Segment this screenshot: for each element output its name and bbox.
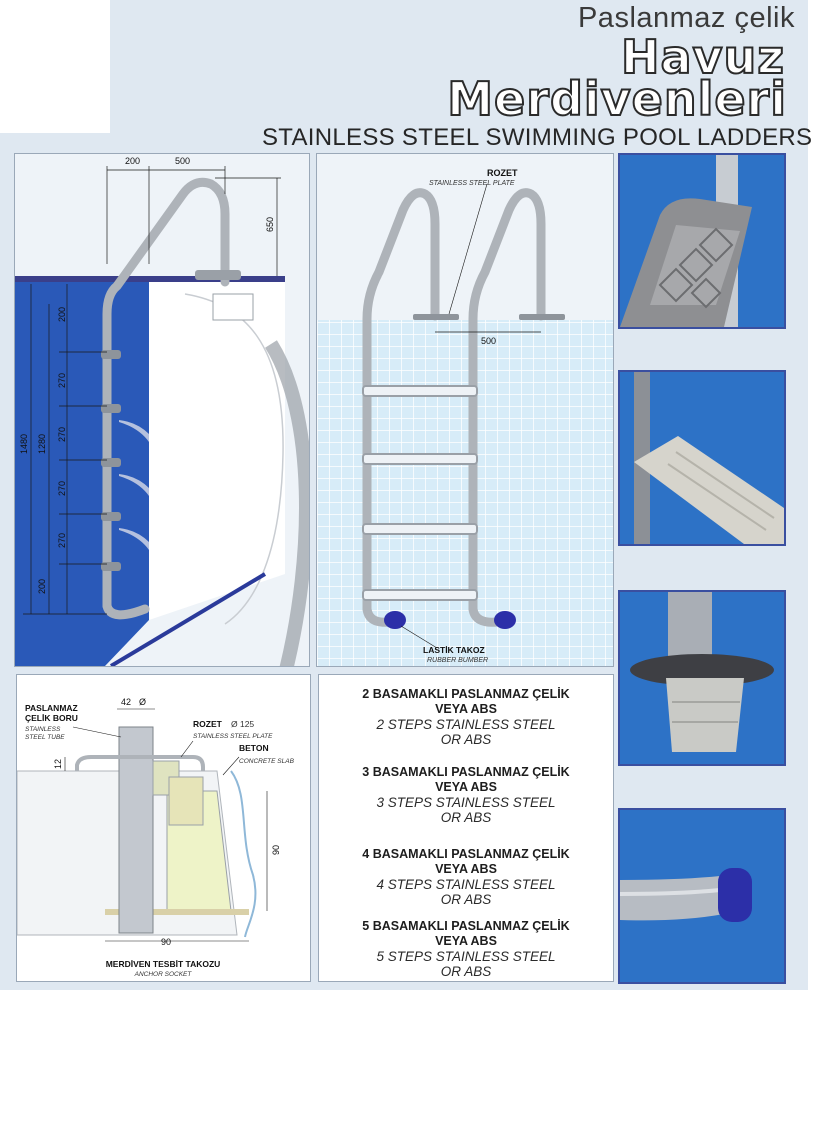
- dim-90-vertical: 90: [271, 844, 281, 855]
- dim-200-top: 200: [125, 156, 141, 166]
- spec-item-3-steps: [319, 765, 613, 825]
- dim-12: 12: [53, 758, 63, 769]
- dim-42: 42: [121, 697, 132, 707]
- rozet-label-front: ROZET: [487, 168, 518, 178]
- rozet-sub-front: STAINLESS STEEL PLATE: [429, 180, 515, 187]
- spec-en-line-1: 3 STEPS STAINLESS STEEL: [376, 795, 556, 810]
- spec-en-line-2: OR ABS: [440, 892, 492, 907]
- dim-1480: 1480: [19, 433, 29, 454]
- tube-label-2: ÇELİK BORU: [25, 713, 78, 723]
- pool-water-area: [15, 282, 149, 666]
- spec-en-line-2: OR ABS: [440, 810, 492, 825]
- rubber-bumper-right: [494, 611, 516, 629]
- tube-sub-2: STEEL TUBE: [25, 734, 65, 741]
- dim-500-top: 500: [175, 156, 191, 166]
- dim-500-front: 500: [481, 336, 497, 346]
- dim-diameter-symbol: Ø: [139, 697, 147, 707]
- photo-step-side: [618, 370, 786, 546]
- dim-270-b: 270: [57, 426, 67, 442]
- page-subtitle: STAINLESS STEEL SWIMMING POOL LADDERS: [262, 124, 813, 151]
- spec-en-line-1: 4 STEPS STAINLESS STEEL: [376, 877, 556, 892]
- rozet-plate: [195, 270, 241, 280]
- dim-90-horizontal: 90: [161, 937, 172, 947]
- detail-caption-sub: ANCHOR SOCKET: [134, 971, 192, 978]
- spec-en-line-2: OR ABS: [440, 964, 492, 979]
- spec-item-4-steps: [319, 847, 613, 907]
- spec-item-5-steps: [319, 919, 613, 979]
- dim-1280: 1280: [37, 433, 47, 454]
- spec-tr-line-1: 3 BASAMAKLI PASLANMAZ ÇELİK: [362, 765, 570, 779]
- anchor-socket-detail: [16, 674, 311, 982]
- header-word-havuz: Havuz: [620, 30, 785, 84]
- spec-en-line-1: 5 STEPS STAINLESS STEEL: [376, 949, 556, 964]
- front-view-drawing: [316, 153, 614, 667]
- spec-tr-line-2: VEYA ABS: [435, 862, 497, 876]
- rozet-label-detail: ROZET: [193, 719, 222, 729]
- tube-label-1: PASLANMAZ: [25, 703, 78, 713]
- dim-270-d: 270: [57, 532, 67, 548]
- beton-label: BETON: [239, 743, 269, 753]
- photo-rubber-bumper: [618, 808, 786, 984]
- bumper-label: LASTİK TAKOZ: [423, 645, 485, 655]
- spec-tr-line-2: VEYA ABS: [435, 702, 497, 716]
- dim-270-c: 270: [57, 480, 67, 496]
- spec-tr-line-1: 2 BASAMAKLI PASLANMAZ ÇELİK: [362, 687, 570, 701]
- dim-200-first: 200: [57, 306, 67, 322]
- dim-200-bottom: 200: [37, 578, 47, 594]
- spec-en-line-1: 2 STEPS STAINLESS STEEL: [376, 717, 556, 732]
- rozet-dim: Ø 125: [231, 719, 255, 729]
- spec-tr-line-1: 5 BASAMAKLI PASLANMAZ ÇELİK: [362, 919, 570, 933]
- detail-caption: MERDİVEN TESBİT TAKOZU: [105, 959, 221, 969]
- spec-en-line-2: OR ABS: [440, 732, 492, 747]
- spec-tr-line-2: VEYA ABS: [435, 934, 497, 948]
- photo-socket: [618, 590, 786, 766]
- tube-sub-1: STAINLESS: [25, 726, 61, 733]
- bumper-sub: RUBBER BUMBER: [427, 657, 489, 664]
- dim-650: 650: [265, 216, 275, 232]
- specs-panel: [318, 674, 614, 982]
- rozet-sub-detail: STAINLESS STEEL PLATE: [193, 733, 273, 740]
- beton-sub: CONCRETE SLAB: [239, 758, 294, 765]
- photo-step-closeup: [618, 153, 786, 329]
- header-word-merdivenleri: Merdivenleri: [447, 72, 787, 126]
- side-section-drawing: [14, 153, 310, 667]
- rubber-bumper-left: [384, 611, 406, 629]
- dim-270-a: 270: [57, 372, 67, 388]
- header-top-line: Paslanmaz çelik: [577, 2, 795, 34]
- blank-corner: [0, 0, 110, 133]
- spec-tr-line-1: 4 BASAMAKLI PASLANMAZ ÇELİK: [362, 847, 570, 861]
- tile-wall: [317, 320, 613, 666]
- spec-item-2-steps: [319, 687, 613, 747]
- spec-tr-line-2: VEYA ABS: [435, 780, 497, 794]
